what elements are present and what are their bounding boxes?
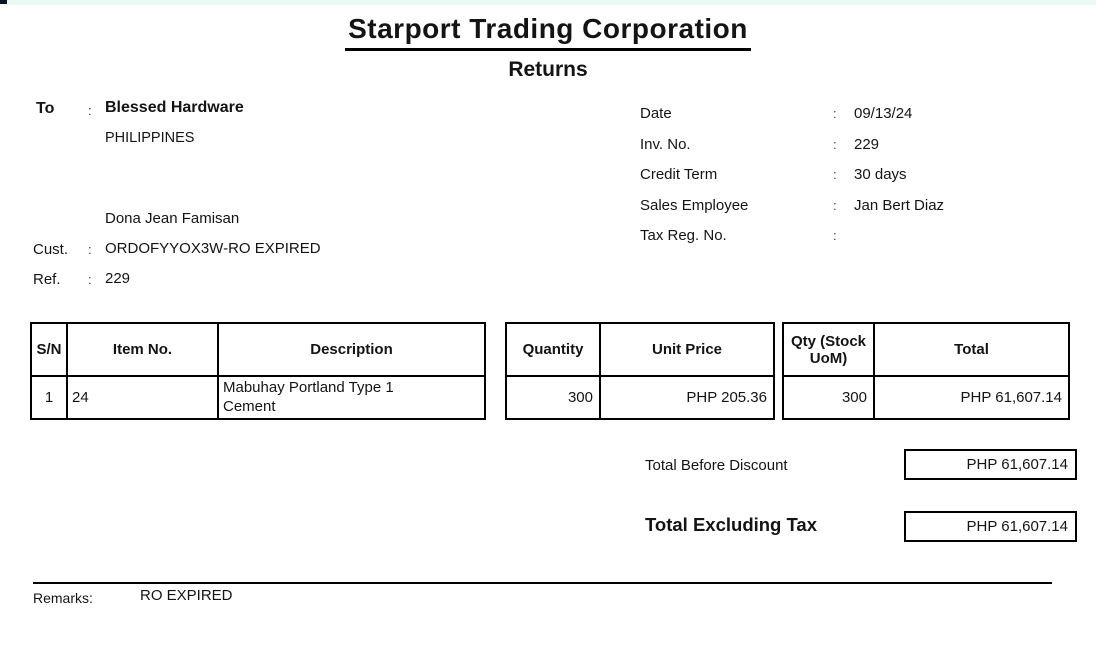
column-header-qty-stock-uom: Qty (Stock UoM) (784, 324, 875, 377)
customer-name: Blessed Hardware (105, 99, 244, 116)
credit-term-colon: : (833, 167, 837, 182)
cust-code-value: ORDOFYYOX3W-RO EXPIRED (105, 240, 321, 257)
cell-unit-price: PHP 205.36 (686, 389, 767, 406)
window-top-strip (0, 0, 1096, 5)
company-title: Starport Trading Corporation (345, 13, 751, 51)
info-row-sales-employee (640, 197, 1090, 228)
tax-reg-no-label: Tax Reg. No. (640, 227, 727, 244)
total-excluding-tax-value: PHP 61,607.14 (966, 518, 1068, 535)
column-header-sn: S/N (32, 324, 68, 377)
column-header-item-no: Item No. (68, 324, 219, 377)
to-label: To (36, 100, 55, 117)
column-header-unit-price: Unit Price (601, 324, 773, 377)
cell-description (219, 377, 484, 418)
total-before-discount-label: Total Before Discount (645, 457, 788, 474)
tax-reg-no-colon: : (833, 228, 837, 243)
remarks-value: RO EXPIRED (140, 587, 233, 604)
date-value: 09/13/24 (854, 105, 913, 122)
sales-employee-value: Jan Bert Diaz (854, 196, 945, 214)
info-row-tax-reg-no (640, 227, 1090, 258)
doc-type-title: Returns (508, 58, 588, 81)
items-table-group-middle (505, 322, 775, 420)
total-before-discount-value: PHP 61,607.14 (966, 456, 1068, 473)
inv-no-colon: : (833, 136, 837, 152)
cell-total: PHP 61,607.14 (960, 389, 1062, 406)
total-before-discount-box (904, 449, 1077, 480)
column-header-quantity: Quantity (507, 324, 601, 377)
customer-country: PHILIPPINES (105, 130, 195, 146)
cell-qty-stock-uom: 300 (784, 377, 875, 418)
cell-item-no: 24 (68, 377, 219, 418)
sales-employee-label: Sales Employee (640, 196, 749, 214)
date-label: Date (640, 105, 672, 122)
cust-colon: : (88, 242, 92, 257)
column-header-description: Description (219, 324, 484, 377)
info-row-date (640, 105, 1090, 136)
date-colon: : (833, 106, 837, 121)
total-excluding-tax-label: Total Excluding Tax (645, 514, 818, 535)
document-header (0, 13, 1096, 51)
inv-no-value: 229 (854, 135, 880, 153)
ref-label: Ref. (33, 271, 61, 288)
cell-sn: 1 (32, 377, 68, 418)
ref-value: 229 (105, 270, 131, 287)
info-row-inv-no (640, 136, 1090, 167)
remarks-label: Remarks: (33, 590, 93, 606)
remarks-divider (33, 582, 1052, 584)
window-corner-fragment (0, 0, 7, 4)
sales-employee-colon: : (833, 197, 837, 213)
items-table-group-left (30, 322, 486, 420)
cell-quantity: 300 (507, 377, 601, 418)
info-row-credit-term (640, 166, 1090, 197)
column-header-total: Total (875, 324, 1068, 377)
inv-no-label: Inv. No. (640, 135, 691, 153)
doc-type-wrap (0, 58, 1096, 82)
ref-colon: : (88, 272, 92, 287)
credit-term-value: 30 days (854, 166, 907, 183)
document-info-block (640, 105, 1090, 258)
to-colon: : (88, 103, 92, 118)
contact-person: Dona Jean Famisan (105, 210, 240, 227)
items-table-group-right (782, 322, 1070, 420)
cell-description-text: Mabuhay Portland Type 1 Cement (223, 379, 394, 415)
credit-term-label: Credit Term (640, 166, 718, 183)
total-excluding-tax-box (904, 511, 1077, 542)
cust-code-label: Cust. (33, 241, 69, 258)
